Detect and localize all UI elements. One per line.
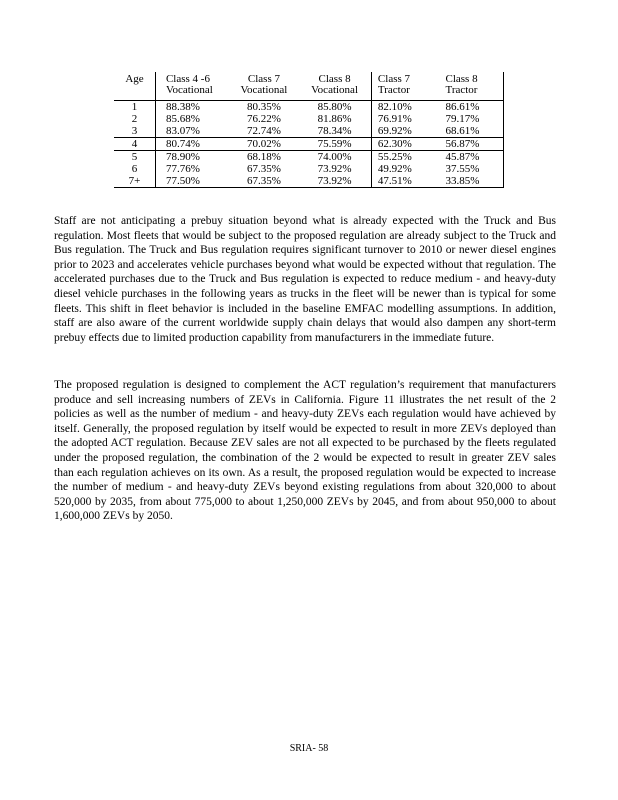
cell-value: 47.51% bbox=[371, 175, 439, 188]
header-class4-6-vocational bbox=[155, 72, 229, 101]
cell-value: 45.87% bbox=[439, 151, 503, 164]
table-row bbox=[114, 138, 504, 151]
cell-value: 80.35% bbox=[246, 100, 281, 113]
cell-value: 67.35% bbox=[230, 175, 299, 188]
header-line: Vocational bbox=[240, 84, 288, 96]
header-class7-vocational bbox=[230, 72, 299, 101]
table-row bbox=[114, 163, 504, 175]
header-line: Class 8 bbox=[318, 73, 351, 85]
vehicle-survival-table bbox=[114, 72, 504, 188]
table-row bbox=[114, 125, 504, 138]
cell-value: 81.86% bbox=[317, 112, 352, 125]
cell-value: 74.00% bbox=[298, 151, 371, 164]
page-number: SRIA- 58 bbox=[289, 743, 329, 754]
header-line: Vocational bbox=[165, 84, 213, 96]
cell-value: 49.92% bbox=[371, 163, 439, 175]
cell-value: 88.38% bbox=[155, 101, 229, 114]
cell-value: 62.30% bbox=[371, 138, 439, 151]
table-row bbox=[114, 101, 504, 114]
cell-value: 82.10% bbox=[371, 101, 439, 114]
header-line: Class 4 -6 bbox=[165, 73, 210, 85]
paragraph-prebuy: Staff are not anticipating a prebuy situation beyond what is already expected with the Truck and Bus regulation. Most fleets that would be subject to the proposed regulation are already subject to the Truck and Bus regulation. The Truck and Bus regulation requires significant turnover to 2010 or newer diesel engines prior to 2023 and accelerates vehicle purchases beyond what would be expected without that regulation. The accelerated purchases due to the Truck and Bus regulation is expected to reduce medium - and heavy-duty diesel vehicle purchases in the following years as trucks in the fleet will be newer than is typical for some fleets. This shift in fleet behavior is included in the baseline EMFAC modelling assumptions. In addition, staff are also aware of the current worldwide supply chain delays that would also dampen any short-term prebuy effects due to limited production capability from manufacturers in the immediate future. bbox=[54, 215, 556, 344]
cell-value: 33.85% bbox=[439, 175, 503, 188]
cell-value: 75.59% bbox=[298, 138, 371, 151]
cell-value: 85.80% bbox=[317, 100, 352, 113]
header-line: Class 7 bbox=[247, 73, 280, 85]
cell-value: 78.34% bbox=[317, 124, 352, 137]
cell-value: 70.02% bbox=[230, 138, 299, 151]
table-row bbox=[114, 175, 504, 188]
table-header-row bbox=[114, 72, 504, 101]
header-age: Age bbox=[114, 72, 155, 101]
cell-value: 68.18% bbox=[230, 151, 299, 164]
table-row bbox=[114, 113, 504, 125]
header-line: Class 7 bbox=[377, 73, 411, 85]
header-line: Tractor bbox=[445, 84, 478, 96]
header-line: Tractor bbox=[377, 84, 410, 96]
cell-value: 78.90% bbox=[155, 151, 229, 164]
cell-age: 7+ bbox=[114, 175, 155, 188]
cell-value: 77.50% bbox=[155, 175, 229, 188]
cell-value: 80.74% bbox=[155, 138, 229, 151]
cell-age: 5 bbox=[114, 151, 155, 164]
cell-value: 73.92% bbox=[298, 175, 371, 188]
cell-age: 6 bbox=[131, 162, 138, 175]
header-class7-tractor bbox=[371, 72, 439, 101]
cell-value: 73.92% bbox=[317, 162, 352, 175]
cell-age: 3 bbox=[131, 124, 138, 137]
paragraph-act-regulation: The proposed regulation is designed to complement the ACT regulation’s requirement that manufacturers produce and sell increasing numbers of ZEVs in California. Figure 11 illustrates the net result of the 2 policies as well as the number of medium - and heavy-duty ZEVs each regulation would have achieved by itself. Generally, the proposed regulation by itself would be expected to result in more ZEVs deployed than the adopted ACT regulation. Because ZEV sales are not all expected to be purchased by the fleets regulated under the proposed regulation, the combination of the 2 would be expected to result in greater ZEV sales than each regulation achieves on its own. As a result, the proposed regulation would be expected to increase the number of medium - and heavy-duty ZEVs beyond existing regulations from about 320,000 to about 520,000 by 2035, from about 775,000 to about 1,250,000 ZEVs by 2045, and from about 950,000 to about 1,600,000 ZEVs by 2050. bbox=[54, 379, 556, 523]
header-line: Vocational bbox=[311, 84, 358, 96]
cell-value: 79.17% bbox=[439, 113, 503, 125]
cell-value: 68.61% bbox=[439, 125, 503, 138]
cell-value: 67.35% bbox=[246, 162, 281, 175]
table-row bbox=[114, 151, 504, 164]
cell-value: 86.61% bbox=[439, 101, 503, 114]
cell-value: 56.87% bbox=[439, 138, 503, 151]
cell-age: 1 bbox=[131, 100, 138, 113]
cell-value: 69.92% bbox=[371, 125, 439, 138]
cell-value: 76.22% bbox=[246, 112, 281, 125]
cell-age: 4 bbox=[114, 138, 155, 151]
header-line: Class 8 bbox=[445, 73, 478, 85]
cell-value: 85.68% bbox=[155, 113, 229, 125]
cell-value: 55.25% bbox=[371, 151, 439, 164]
cell-value: 37.55% bbox=[439, 163, 503, 175]
cell-value: 76.91% bbox=[371, 113, 439, 125]
cell-value: 77.76% bbox=[155, 163, 229, 175]
header-class8-tractor bbox=[439, 72, 503, 101]
header-class8-vocational bbox=[298, 72, 371, 101]
cell-value: 72.74% bbox=[246, 124, 281, 137]
cell-age: 2 bbox=[131, 112, 138, 125]
cell-value: 83.07% bbox=[155, 125, 229, 138]
